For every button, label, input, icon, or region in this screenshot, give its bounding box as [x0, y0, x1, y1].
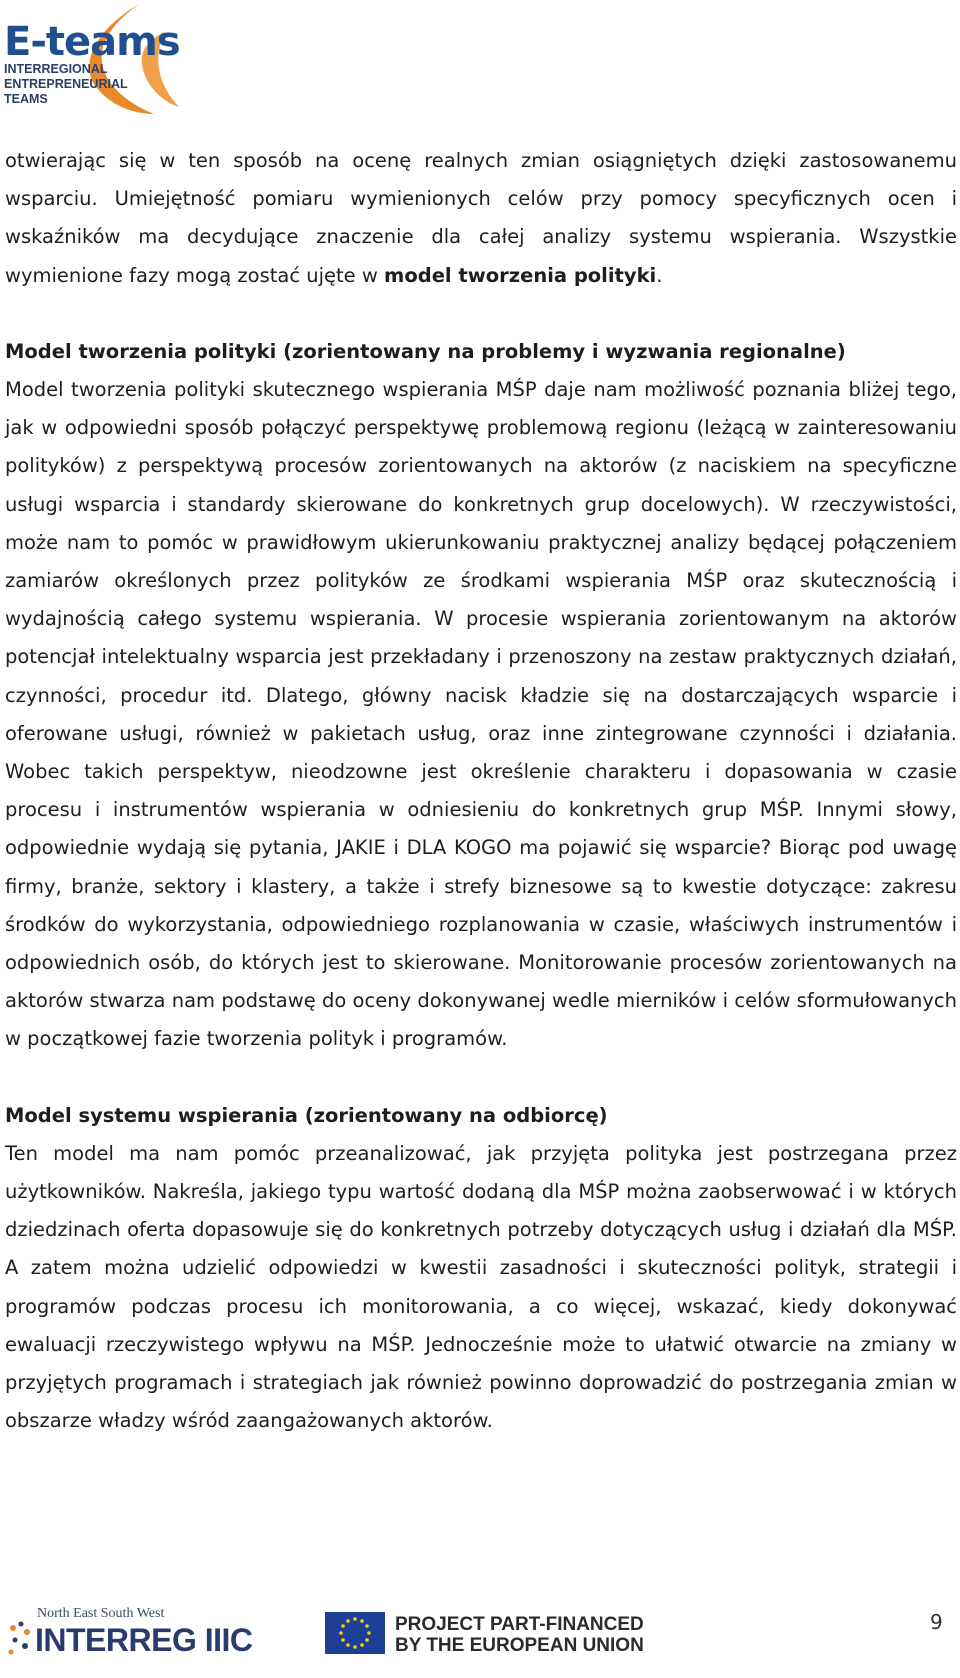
interreg-title: INTERREG IIIC — [35, 1622, 253, 1658]
section-body-support-system-model: Ten model ma nam pomóc przeanalizować, jak przyjęta polityka jest postrzegana przez użytkowników. Nakreśla, jakiego typu wartość dodaną dla MŚP można zaobserwować i w których dziedzinach oferta dopasowuje się do konkretnych potrzeby dotyczących usług i działań dla MŚP. A zatem można udzielić odpowiedzi w kwestii zasadności i skuteczności polityk, strategii i programów podczas procesu ich monitorowania, a co więcej, wskazać, kiedy dokonywać ewaluacji rzeczywistego wpływu na MŚP. Jednocześnie może to ułatwić otwarcie na zmiany w przyjętych programach i strategiach jak również powinno doprowadzić do postrzegania zmian w obszarze władzy wśród zaangażowanych aktorów. — [5, 1141, 957, 1433]
document-body — [5, 142, 957, 1441]
logo-brand-text: E-teams — [4, 19, 180, 65]
page-number: 9 — [930, 1610, 943, 1634]
section-heading-policy-model: Model tworzenia polityki (zorientowany na problemy i wyzwania regionalne) — [5, 339, 846, 363]
eu-financing-text: PROJECT PART-FINANCED BY THE EUROPEAN UNION — [395, 1614, 644, 1656]
logo-subtitle: INTERREGIONAL ENTREPRENEURIAL TEAMS — [4, 62, 128, 106]
intro-paragraph: otwierając się w ten sposób na ocenę realnych zmian osiągniętych dzięki zastosowanemu wsparciu. Umiejętność pomiaru wymienionych celów przy pomocy specyficznych ocen i wskaźników ma decydujące znaczenie dla całej analizy systemu wspierania. Wszystkie wymienione fazy mogą zostać ujęte w model tworzenia polityki. — [5, 149, 957, 287]
interreg-logo — [5, 1606, 253, 1662]
intro-bold-term: model tworzenia polityki — [384, 263, 657, 287]
section-heading-support-system-model: Model systemu wspierania (zorientowany na odbiorcę) — [5, 1103, 608, 1127]
eu-flag-icon — [325, 1612, 385, 1654]
page-footer — [0, 1590, 960, 1678]
e-teams-logo — [4, 2, 180, 120]
eu-financing-logo — [325, 1612, 645, 1656]
interreg-tagline: North East South West — [37, 1606, 165, 1621]
interreg-stars-icon — [5, 1618, 35, 1658]
section-body-policy-model: Model tworzenia polityki skutecznego wspierania MŚP daje nam możliwość poznania bliżej tego, jak w odpowiedni sposób połączyć perspektywę problemową regionu (leżącą w zainteresowaniu polityków) z perspektywą procesów zorientowanych na aktorów (z naciskiem na specyficzne usługi wsparcia i standardy skierowane do konkretnych grup docelowych). W rzeczywistości, może nam to pomóc w prawidłowym ukierunkowaniu praktycznej analizy będącej połączeniem zamiarów określonych przez polityków ze środkami wspierania MŚP oraz skutecznością i wydajnością całego systemu wspierania. W procesie wspierania zorientowanym na aktorów potencjał intelektualny wsparcia jest przekładany i przenoszony na zestaw praktycznych działań, czynności, procedur itd. Dlatego, główny nacisk kładzie się na dostarczających wsparcie i oferowane usługi, również w pakietach usług, oraz inne zintegrowane czynności i działania. Wobec takich perspektyw, nieodzowne jest określenie charakteru i dopasowania w czasie procesu i instrumentów wspierania w odniesieniu do konkretnych grup MŚP. Innymi słowy, odpowiednie wydają się pytania, JAKIE i DLA KOGO ma pojawić się wsparcie? Biorąc pod uwagę firmy, branże, sektory i klastery, a także i strefy biznesowe są to kwestie dotyczące: zakresu środków do wykorzystania, odpowiedniego rozplanowania w czasie, właściwych instrumentów i odpowiednich osób, do których jest to skierowane. Monitorowanie procesów zorientowanych na aktorów stwarza nam podstawę do oceny dokonywanej wedle mierników i celów sformułowanych w początkowej fazie tworzenia polityk i programów. — [5, 378, 957, 1051]
